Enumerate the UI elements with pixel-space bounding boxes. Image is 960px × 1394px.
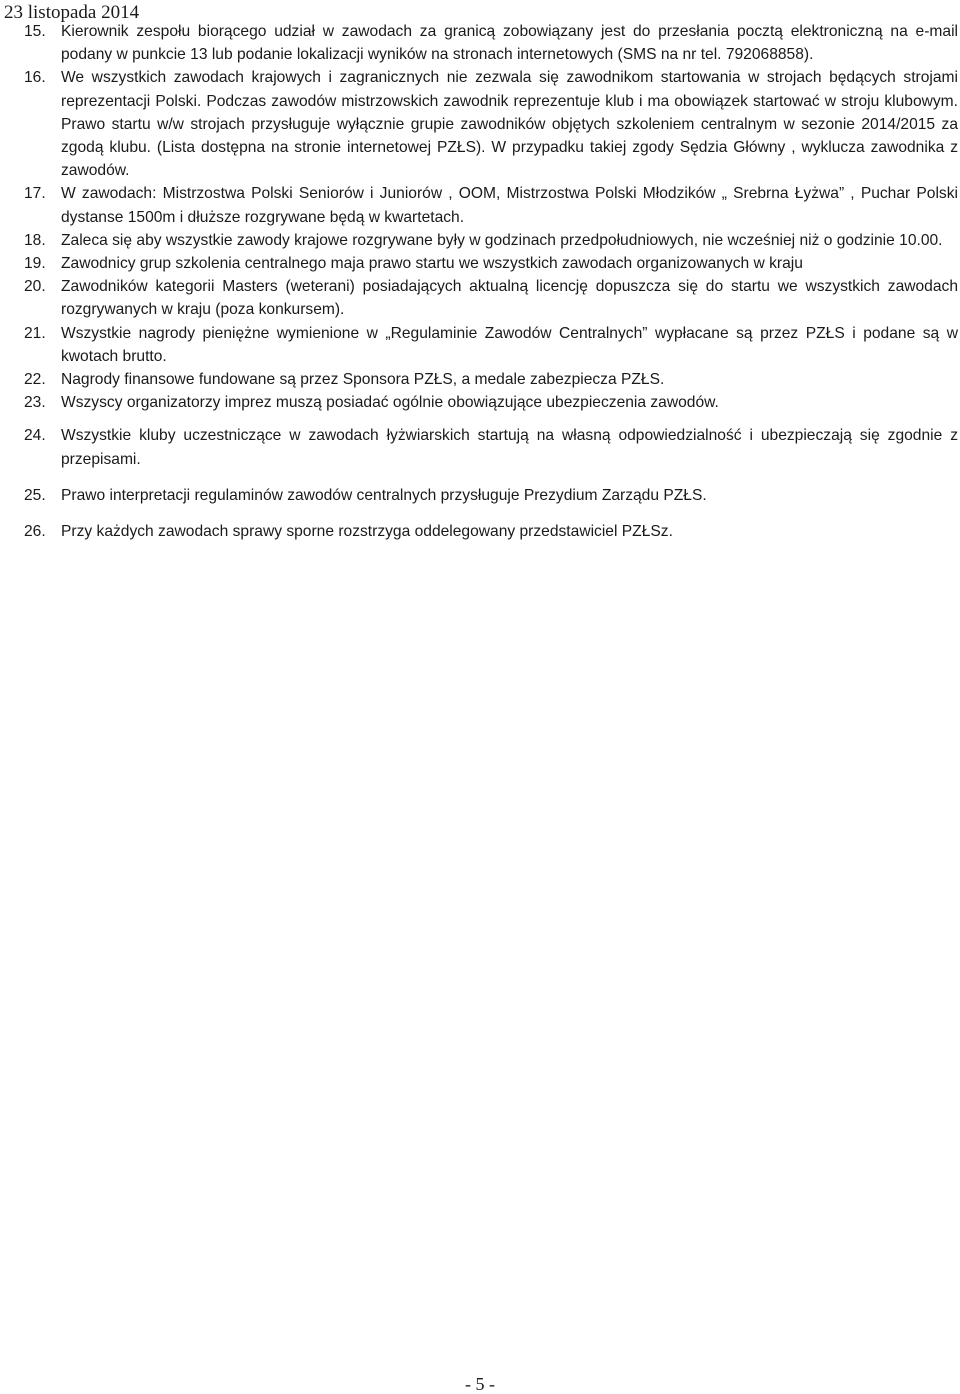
item-text: Wszystkie nagrody pieniężne wymienione w „Regulaminie Zawodów Centralnych” wypłacane są przez PZŁS i podane są w kwotach brutto. xyxy=(61,324,958,365)
list-item-20 xyxy=(24,275,958,321)
list-item-23 xyxy=(24,391,958,414)
item-number: 19. xyxy=(24,255,46,273)
item-text: Zaleca się aby wszystkie zawody krajowe rozgrywane były w godzinach przedpołudniowych, nie wcześniej niż o godzinie 10.00. xyxy=(61,231,943,249)
item-number: 15. xyxy=(24,23,46,40)
item-number: 22. xyxy=(24,371,46,389)
list-item-25 xyxy=(24,484,958,507)
item-number: 20. xyxy=(24,278,46,296)
list-item-22 xyxy=(24,368,958,391)
regulations-list xyxy=(24,20,958,543)
list-item-26 xyxy=(24,520,958,543)
list-item-18 xyxy=(24,229,958,252)
item-text: Kierownik zespołu biorącego udział w zawodach za granicą zobowiązany jest do przesłania pocztą elektroniczną na e-mail podany w punkcie 13 lub podanie lokalizacji wyników na stronach internetowych (SMS na nr tel. 792068858). xyxy=(61,23,958,64)
page-number: - 5 - xyxy=(465,1374,495,1394)
item-text: Przy każdych zawodach sprawy sporne rozstrzyga oddelegowany przedstawiciel PZŁSz. xyxy=(61,523,673,541)
item-text: Wszystkie kluby uczestniczące w zawodach łyżwiarskich startują na własną odpowiedzialność i ubezpieczają się zgodnie z przepisami. xyxy=(61,427,958,468)
item-number: 24. xyxy=(24,427,46,445)
item-text: W zawodach: Mistrzostwa Polski Seniorów i Juniorów , OOM, Mistrzostwa Polski Młodzików „ Srebrna Łyżwa” , Puchar Polski dystanse 1500m i dłuższe rozgrywane będą w kwartetach. xyxy=(61,185,958,226)
list-item-21 xyxy=(24,322,958,368)
item-number: 16. xyxy=(24,69,46,87)
item-number: 26. xyxy=(24,523,46,541)
list-item-19 xyxy=(24,252,958,275)
list-item-24 xyxy=(24,424,958,470)
item-number: 18. xyxy=(24,231,46,249)
item-number: 25. xyxy=(24,486,46,504)
item-text: We wszystkich zawodach krajowych i zagranicznych nie zezwala się zawodnikom startowania w strojach będących strojami reprezentacji Polski. Podczas zawodów mistrzowskich zawodnik reprezentuje klub i ma obowiązek startować w stroju klubowym. Prawo startu w/w strojach przysługuje wyłącznie grupie zawodników objętych szkoleniem centralnym w sezonie 2014/2015 za zgodą klubu. (Lista dostępna na stronie internetowej PZŁS). W przypadku takiej zgody Sędzia Główny , wyklucza zawodnika z zawodów. xyxy=(61,69,958,180)
item-text: Wszyscy organizatorzy imprez muszą posiadać ogólnie obowiązujące ubezpieczenia zawodów. xyxy=(61,394,719,412)
page-date-header: 23 listopada 2014 xyxy=(4,2,140,23)
item-text: Zawodników kategorii Masters (weterani) posiadających aktualną licencję dopuszcza się do startu we wszystkich zawodach rozgrywanych w kraju (poza konkursem). xyxy=(61,278,958,319)
list-item-16 xyxy=(24,66,958,182)
item-text: Prawo interpretacji regulaminów zawodów centralnych przysługuje Prezydium Zarządu PZŁS. xyxy=(61,486,707,504)
item-number: 17. xyxy=(24,185,46,203)
item-number: 21. xyxy=(24,324,46,342)
list-item-17 xyxy=(24,182,958,228)
list-item-15 xyxy=(24,20,958,66)
item-text: Zawodnicy grup szkolenia centralnego maja prawo startu we wszystkich zawodach organizowanych w kraju xyxy=(61,255,803,273)
item-number: 23. xyxy=(24,394,46,412)
item-text: Nagrody finansowe fundowane są przez Sponsora PZŁS, a medale zabezpiecza PZŁS. xyxy=(61,371,665,389)
